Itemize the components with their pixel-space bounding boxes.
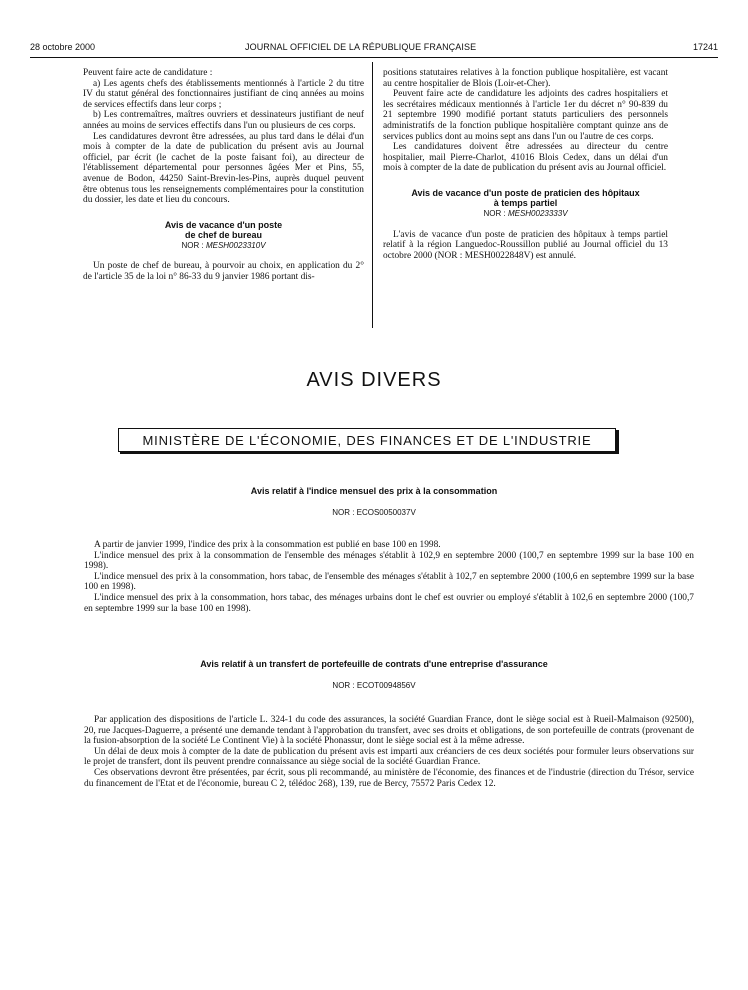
section-heading: AVIS DIVERS [306, 369, 442, 391]
nor-reference: NOR : ECOT0094856V [332, 681, 416, 690]
notice-title: à temps partiel [493, 198, 558, 209]
right-column [383, 68, 668, 261]
left-column [83, 68, 364, 283]
paragraph: positions statutaires relatives à la fonction publique hospitalière, est vacant au centre hospitalier de Blois (Loir-et-Cher). [383, 68, 668, 89]
paragraph: A partir de janvier 1999, l'indice des prix à la consommation est publié en base 100 en 1998. [94, 540, 441, 550]
issue-date: 28 octobre 2000 [30, 42, 96, 52]
header-rule [30, 57, 718, 58]
paragraph: Peuvent faire acte de candidature : [83, 68, 213, 78]
notice-body [84, 715, 694, 789]
paragraph: Les candidatures doivent être adressées au directeur du centre hospitalier, mail Pierre-Charlot, 41016 Blois Cedex, dans un délai d'un mois à compter de la date de publication du présent avis au Journal officiel. [383, 142, 668, 174]
nor-reference: NOR : MESH0023310V [181, 240, 266, 250]
notice-title: Avis relatif à l'indice mensuel des prix à la consommation [250, 486, 498, 496]
paragraph: b) Les contremaîtres, maîtres ouvriers et dessinateurs justifiant de neuf années au moins de services effectifs dans l'un ou plusieurs de ces corps. [83, 110, 364, 131]
paragraph: Un poste de chef de bureau, à pourvoir au choix, en application du 2° de l'article 35 de la loi n° 86-33 du 9 janvier 1986 portant dis- [83, 261, 364, 282]
page-number: 17241 [692, 42, 718, 52]
paragraph: Un délai de deux mois à compter de la date de publication du présent avis est imparti aux créanciers de ces deux sociétés pour formuler leurs observations sur le projet de transfert, dont ils peuvent prendre connaissance au siège social de la société Guardian France. [84, 746, 694, 768]
paragraph: Les candidatures devront être adressées, au plus tard dans le délai d'un mois à compter de la date de publication du présent avis au Journal officiel, par écrit (le cachet de la poste faisant foi), au directeur de l'établissement départemental pour personnes âgées Mer et Pins, 55, avenue de Bodon, 44250 Saint-Brevin-les-Pins, auprès duquel peuvent être obtenus tous les renseignements complémentaires pour la constitution du dossier, les date et lieu du concours. [83, 131, 364, 206]
paragraph: L'avis de vacance d'un poste de praticien des hôpitaux à temps partiel relatif à la région Languedoc-Roussillon publié au Journal officiel du 13 octobre 2000 (NOR : MESH0022848V) est annulé. [383, 229, 668, 261]
paragraph: L'indice mensuel des prix à la consommation de l'ensemble des ménages s'établit à 102,9 en septembre 2000 (100,7 en septembre 1999 sur la base 100 en 1998). [84, 550, 694, 572]
notice-title: de chef de bureau [184, 230, 263, 241]
nor-reference: NOR : MESH0023333V [483, 208, 568, 218]
column-divider [372, 62, 373, 328]
paragraph: Peuvent faire acte de candidature les adjoints des cadres hospitaliers et les secrétaires médicaux mentionnés à l'article 1er du décret n° 90-839 du 21 septembre 1990 modifié portant statuts particuliers des personnels administratifs de la fonction publique hospitalière comptant quinze ans de services publics dont au moins sept ans dans l'un ou l'autre de ces corps. [383, 89, 668, 142]
notice-title: Avis de vacance d'un poste de praticien des hôpitaux [411, 187, 640, 198]
nor-reference: NOR : ECOS0050037V [332, 508, 416, 517]
ministry-name: MINISTÈRE DE L'ÉCONOMIE, DES FINANCES ET DE L'INDUSTRIE [142, 433, 592, 448]
paragraph: L'indice mensuel des prix à la consommation, hors tabac, de l'ensemble des ménages s'établit à 102,7 en septembre 2000 (100,6 en septembre 1999 sur la base 100 en 1998). [84, 571, 694, 593]
paragraph: L'indice mensuel des prix à la consommation, hors tabac, des ménages urbains dont le chef est ouvrier ou employé s'établit à 102,6 en septembre 2000 (100,7 en septembre 1999 sur la base 100 en 1998). [84, 592, 694, 614]
notice-title: Avis de vacance d'un poste [164, 219, 283, 230]
page-header [30, 42, 718, 56]
paragraph: a) Les agents chefs des établissements mentionnés à l'article 2 du titre IV du statut général des fonctionnaires justifiant de cinq années au moins de services effectifs dans leur corps ; [83, 78, 364, 110]
journal-title: JOURNAL OFFICIEL DE LA RÉPUBLIQUE FRANÇAISE [245, 42, 477, 52]
paragraph: Par application des dispositions de l'article L. 324-1 du code des assurances, la société Guardian France, dont le siège social est à Rueil-Malmaison (92500), 20, rue Jacques-Daguerre, a présenté une demande tendant à l'approbation du transfert, avec ses droits et obligations, de son portefeuille de contrats (provenant de la fusion-absorption de la société Le Continent Vie) à la société Phonassur, dont le siège social est à la même adresse. [84, 715, 694, 747]
notice-body [84, 540, 694, 614]
notice-title: Avis relatif à un transfert de portefeuille de contrats d'une entreprise d'assurance [200, 659, 548, 669]
paragraph: Ces observations devront être présentées, par écrit, sous pli recommandé, au ministère de l'économie, des finances et de l'industrie (direction du Trésor, service du financement de l'Etat et de l'économie, bureau C 2, télédoc 268), 139, rue de Bercy, 75572 Paris Cedex 12. [84, 767, 694, 789]
